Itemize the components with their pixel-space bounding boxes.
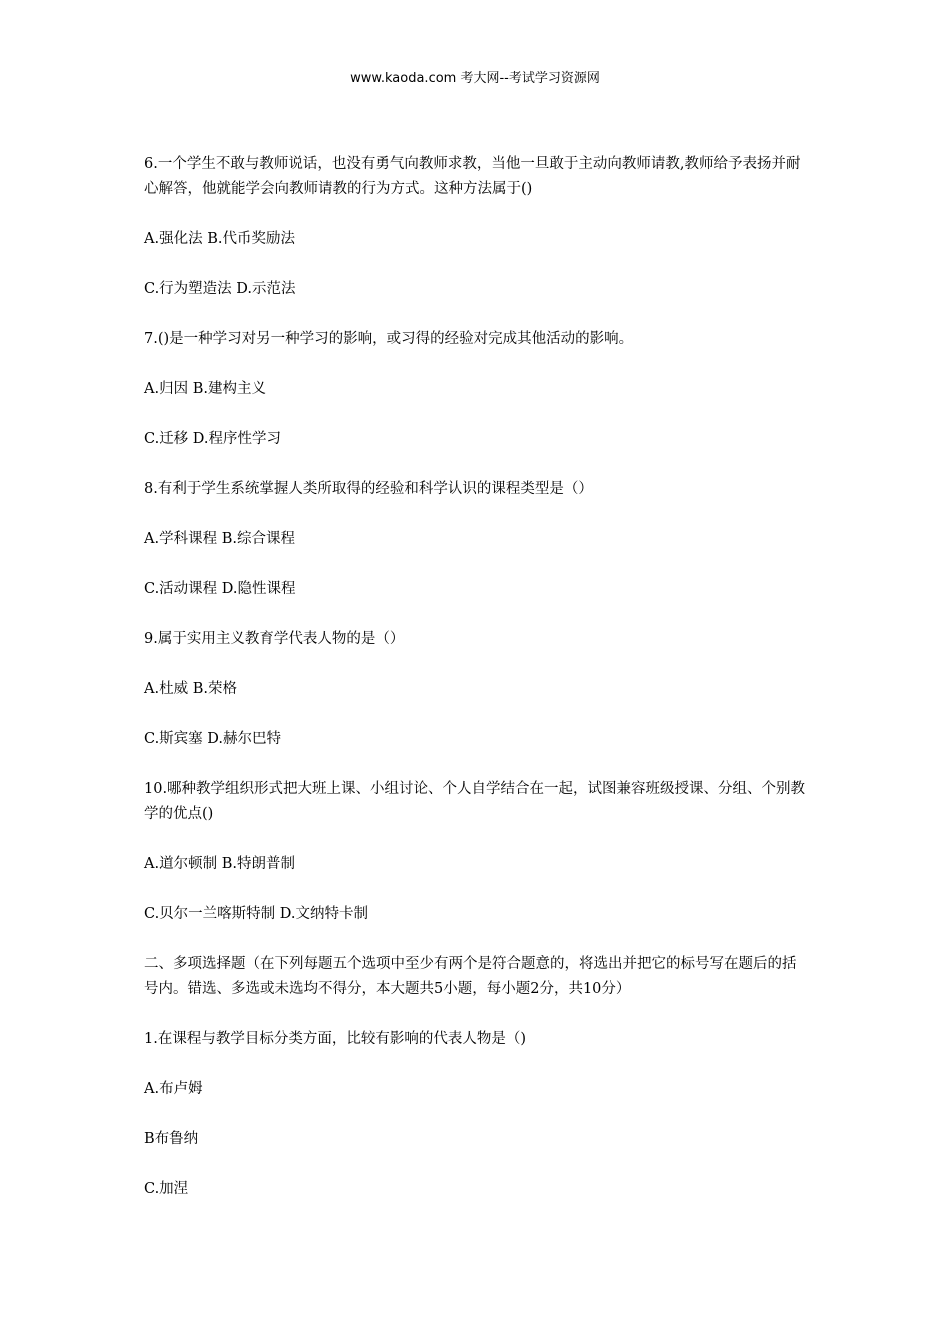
multi-question-1-option-a: A.布卢姆 [144, 1081, 203, 1097]
question-9-options-cd: C.斯宾塞 D.赫尔巴特 [144, 731, 282, 747]
question-6-text: 6.一个学生不敢与教师说话，也没有勇气向教师求教，当他一旦敢于主动向教师请教,教师给予表扬并耐心解答，他就能学会向教师请教的行为方式。这种方法属于() [144, 156, 801, 197]
document-body [144, 152, 810, 1227]
question-8-options-cd: C.活动课程 D.隐性课程 [144, 581, 296, 597]
question-7-text: 7.()是一种学习对另一种学习的影响，或习得的经验对完成其他活动的影响。 [144, 331, 634, 347]
question-10-options-cd: C.贝尔一兰喀斯特制 D.文纳特卡制 [144, 906, 369, 922]
question-9-text: 9.属于实用主义教育学代表人物的是（） [144, 631, 405, 647]
question-6-options-cd: C.行为塑造法 D.示范法 [144, 281, 296, 297]
question-10-options-ab: A.道尔顿制 B.特朗普制 [144, 856, 295, 872]
multi-question-1-option-c: C.加涅 [144, 1181, 189, 1197]
question-10-text: 10.哪种教学组织形式把大班上课、小组讨论、个人自学结合在一起，试图兼容班级授课、分组、个别教学的优点() [144, 781, 806, 822]
question-8-text: 8.有利于学生系统掌握人类所取得的经验和科学认识的课程类型是（） [144, 481, 593, 497]
question-9-options-ab: A.杜威 B.荣格 [144, 681, 237, 697]
site-header: www.kaoda.com 考大网--考试学习资源网 [350, 71, 600, 86]
question-8-options-ab: A.学科课程 B.综合课程 [144, 531, 295, 547]
section-2-heading: 二、多项选择题（在下列每题五个选项中至少有两个是符合题意的，将选出并把它的标号写在题后的括号内。错选、多选或未选均不得分，本大题共5小题，每小题2分，共10分） [144, 956, 797, 997]
question-6-options-ab: A.强化法 B.代币奖励法 [144, 231, 295, 247]
question-7-options-cd: C.迁移 D.程序性学习 [144, 431, 282, 447]
multi-question-1-option-b: B布鲁纳 [144, 1131, 199, 1147]
multi-question-1-text: 1.在课程与教学目标分类方面，比较有影响的代表人物是（) [144, 1031, 526, 1047]
question-7-options-ab: A.归因 B.建构主义 [144, 381, 266, 397]
